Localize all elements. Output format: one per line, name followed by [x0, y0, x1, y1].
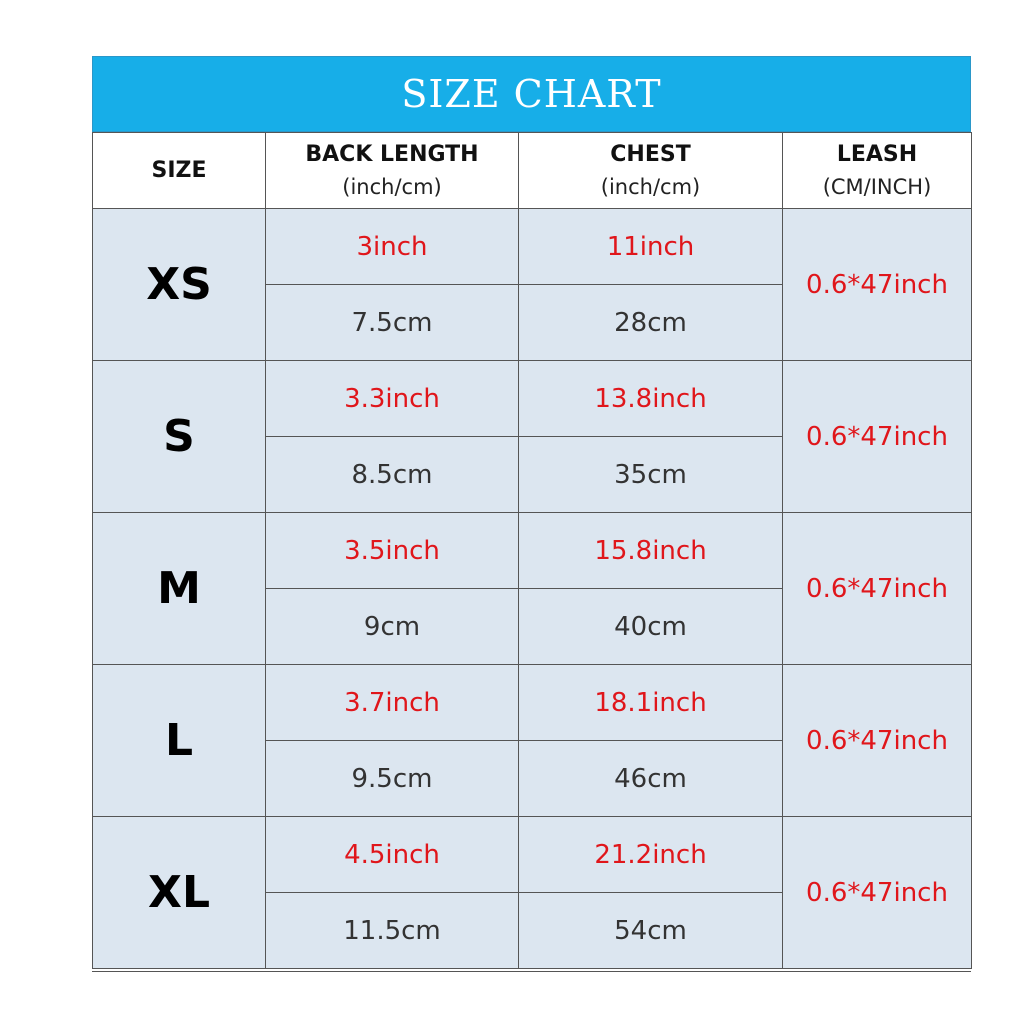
table-row	[93, 361, 972, 437]
chest-inch: 13.8inch	[519, 361, 783, 437]
back-length-inch: 3.3inch	[266, 361, 519, 437]
back-length-cm: 8.5cm	[266, 437, 519, 513]
header-back-length-label: BACK LENGTH	[305, 142, 479, 167]
chest-inch: 21.2inch	[519, 817, 783, 893]
leash-size: 0.6*47inch	[783, 513, 972, 665]
size-chart	[92, 56, 971, 972]
chest-cm: 35cm	[519, 437, 783, 513]
table-row	[93, 209, 972, 285]
header-back-length-unit: (inch/cm)	[342, 175, 442, 199]
header-chest-unit: (inch/cm)	[600, 175, 701, 199]
table-row	[93, 665, 972, 741]
size-label: XS	[93, 209, 266, 361]
size-table	[92, 132, 972, 969]
chest-inch: 18.1inch	[519, 665, 783, 741]
chest-inch: 15.8inch	[519, 513, 783, 589]
back-length-cm: 9.5cm	[266, 741, 519, 817]
chest-cm: 54cm	[519, 893, 783, 969]
back-length-cm: 7.5cm	[266, 285, 519, 361]
back-length-inch: 3.7inch	[266, 665, 519, 741]
leash-size: 0.6*47inch	[783, 665, 972, 817]
chart-title: SIZE CHART	[92, 56, 971, 132]
chest-cm: 28cm	[519, 285, 783, 361]
header-size: SIZE	[93, 133, 266, 209]
back-length-cm: 11.5cm	[266, 893, 519, 969]
header-back-length	[266, 133, 519, 209]
header-leash	[783, 133, 972, 209]
back-length-inch: 4.5inch	[266, 817, 519, 893]
leash-size: 0.6*47inch	[783, 209, 972, 361]
size-label: XL	[93, 817, 266, 969]
chest-cm: 46cm	[519, 741, 783, 817]
back-length-inch: 3.5inch	[266, 513, 519, 589]
header-row	[93, 133, 972, 209]
chest-cm: 40cm	[519, 589, 783, 665]
chest-inch: 11inch	[519, 209, 783, 285]
back-length-cm: 9cm	[266, 589, 519, 665]
table-row	[93, 817, 972, 893]
size-label: L	[93, 665, 266, 817]
leash-size: 0.6*47inch	[783, 361, 972, 513]
header-leash-label: LEASH	[836, 142, 918, 167]
header-leash-unit: (CM/INCH)	[822, 175, 932, 199]
size-label: S	[93, 361, 266, 513]
back-length-inch: 3inch	[266, 209, 519, 285]
header-chest-label: CHEST	[610, 142, 691, 167]
size-label: M	[93, 513, 266, 665]
header-chest	[519, 133, 783, 209]
table-row	[93, 513, 972, 589]
table-bottom-border	[92, 969, 971, 972]
leash-size: 0.6*47inch	[783, 817, 972, 969]
